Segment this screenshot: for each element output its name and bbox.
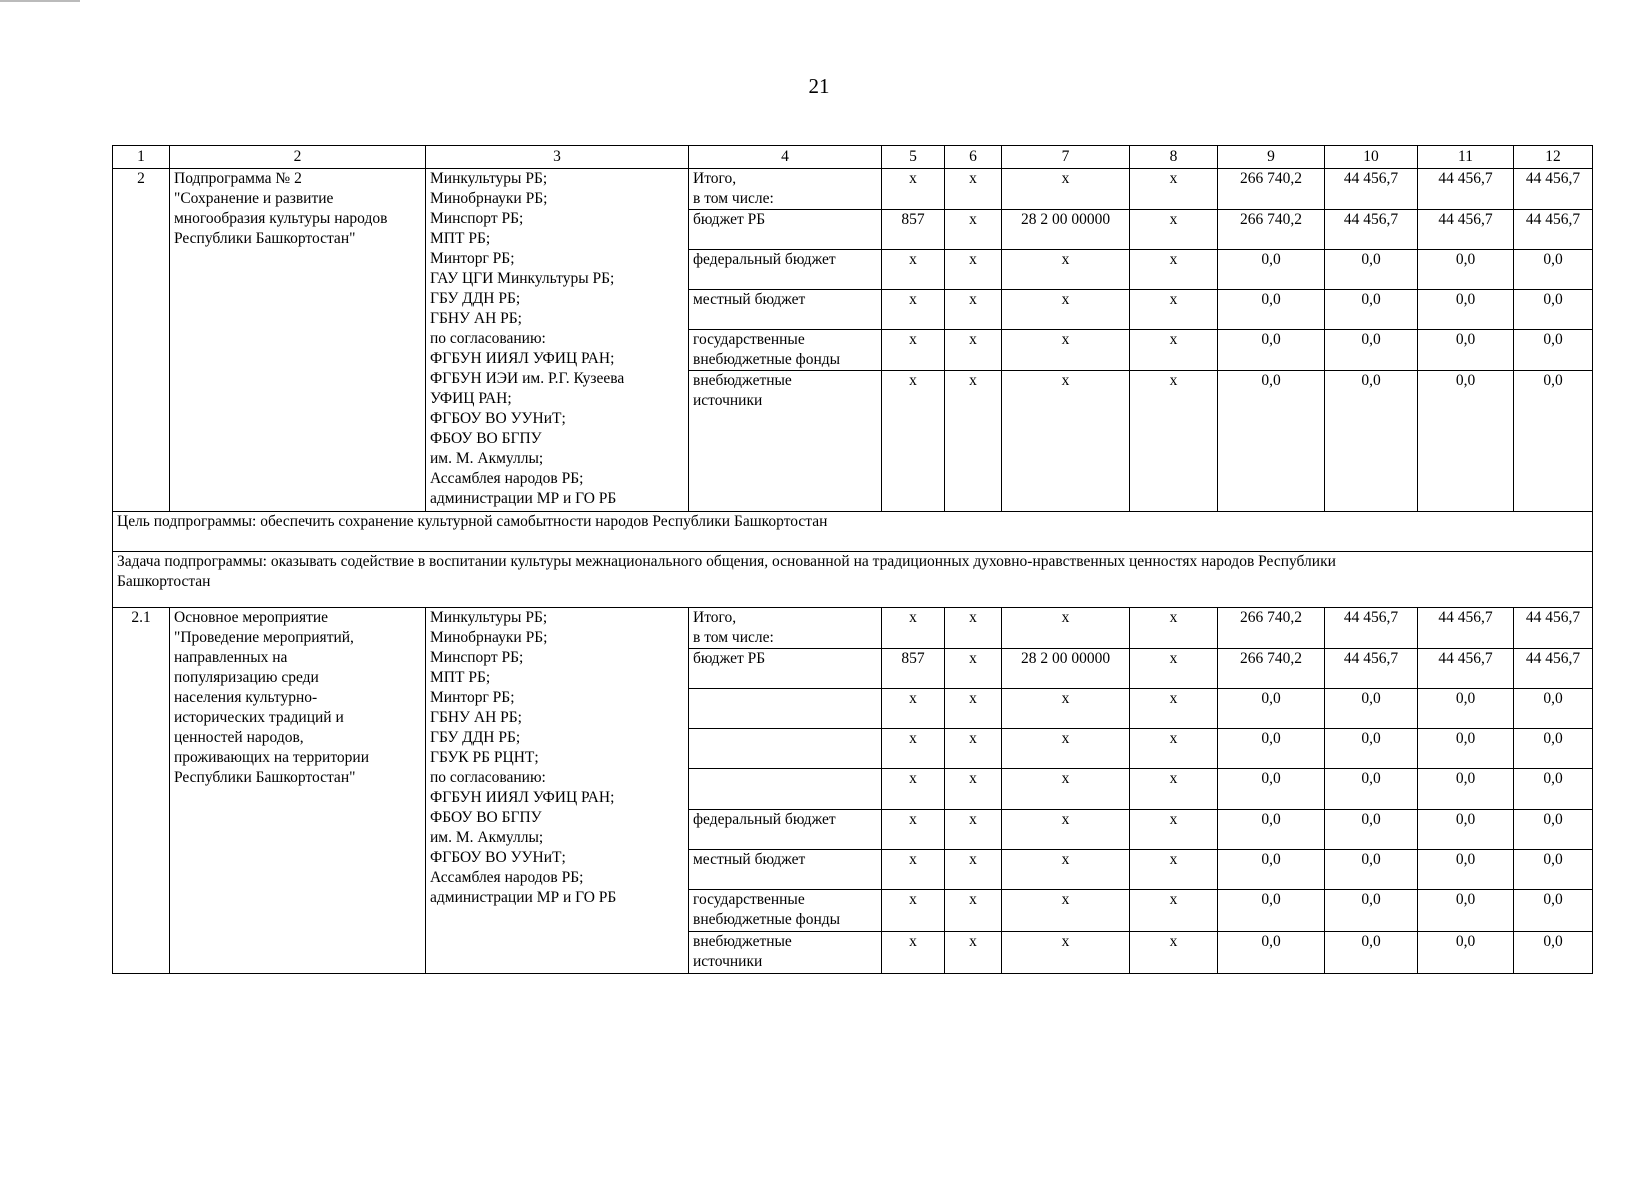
cell-c11: 0,0	[1418, 689, 1514, 729]
col-header-2: 2	[170, 146, 426, 169]
funding-source-line: федеральный бюджет	[693, 251, 836, 268]
funding-source-line: внебюджетные	[693, 933, 792, 950]
cell-c8: х	[1130, 689, 1218, 729]
subprogram-2-executors-line: ФБОУ ВО БГПУ	[430, 430, 542, 447]
cell-c7: х	[1002, 371, 1130, 512]
measure-2-1-executors-line: Ассамблея народов РБ;	[430, 869, 584, 886]
subprogram-2-name-line: Республики Башкортостан"	[174, 230, 356, 247]
funding-source	[689, 371, 882, 512]
cell-c9: 0,0	[1218, 250, 1325, 290]
cell-c9: 0,0	[1218, 932, 1325, 974]
subprogram-2-executors	[426, 169, 689, 512]
cell-c8: х	[1130, 932, 1218, 974]
measure-2-1-executors	[426, 608, 689, 974]
cell-c11: 0,0	[1418, 290, 1514, 330]
cell-c8: х	[1130, 371, 1218, 512]
cell-c8: х	[1130, 649, 1218, 689]
cell-c10: 0,0	[1325, 890, 1418, 932]
cell-c11: 0,0	[1418, 330, 1514, 371]
subprogram-2-name-line: многообразия культуры народов	[174, 210, 388, 227]
funding-source	[689, 890, 882, 932]
cell-c11: 0,0	[1418, 932, 1514, 974]
subprogram-2-row	[113, 169, 1593, 210]
cell-c6: х	[945, 649, 1002, 689]
measure-2-1-name-line: направленных на	[174, 649, 288, 666]
cell-c7: х	[1002, 250, 1130, 290]
cell-c9: 0,0	[1218, 290, 1325, 330]
subprogram-2-executors-line: ФГБУН ИЭИ им. Р.Г. Кузеева	[430, 370, 625, 387]
measure-2-1-name-line: исторических традиций и	[174, 709, 344, 726]
measure-2-1-executors-line: Минторг РБ;	[430, 689, 515, 706]
cell-c8: х	[1130, 810, 1218, 850]
cell-c9: 0,0	[1218, 371, 1325, 512]
funding-source-line: федеральный бюджет	[693, 811, 836, 828]
col-header-4: 4	[689, 146, 882, 169]
cell-c5: х	[882, 890, 945, 932]
cell-c10: 0,0	[1325, 729, 1418, 769]
cell-c6: х	[945, 810, 1002, 850]
col-header-11: 11	[1418, 146, 1514, 169]
funding-source	[689, 250, 882, 290]
cell-c9: 0,0	[1218, 890, 1325, 932]
cell-c8: х	[1130, 169, 1218, 210]
cell-c5: х	[882, 169, 945, 210]
cell-c11: 0,0	[1418, 769, 1514, 810]
funding-source	[689, 330, 882, 371]
cell-c7: х	[1002, 689, 1130, 729]
cell-c12: 0,0	[1514, 371, 1593, 512]
measure-2-1-executors-line: Минкультуры РБ;	[430, 609, 548, 626]
subprogram-2-executors-line: Минторг РБ;	[430, 250, 515, 267]
measure-2-1-row	[113, 608, 1593, 649]
funding-source-line: местный бюджет	[693, 291, 806, 308]
cell-c7: х	[1002, 330, 1130, 371]
subprogram-2-executors-line: ГАУ ЦГИ Минкультуры РБ;	[430, 270, 615, 287]
measure-2-1-name-line: ценностей народов,	[174, 729, 304, 746]
cell-c12: 44 456,7	[1514, 649, 1593, 689]
cell-c11: 44 456,7	[1418, 210, 1514, 250]
cell-c11: 44 456,7	[1418, 649, 1514, 689]
measure-2-1-name-line: "Проведение мероприятий,	[174, 629, 354, 646]
measure-2-1-name-line: популяризацию среди	[174, 669, 319, 686]
cell-c7: х	[1002, 729, 1130, 769]
cell-c12: 0,0	[1514, 890, 1593, 932]
cell-c12: 0,0	[1514, 810, 1593, 850]
funding-source-line: внебюджетные фонды	[693, 911, 841, 928]
col-header-3: 3	[426, 146, 689, 169]
cell-c9: 266 740,2	[1218, 210, 1325, 250]
cell-c11: 0,0	[1418, 890, 1514, 932]
subprogram-2-name-line: Подпрограмма № 2	[174, 170, 302, 187]
cell-c8: х	[1130, 729, 1218, 769]
measure-2-1-executors-line: Минобрнауки РБ;	[430, 629, 548, 646]
measure-2-1-executors-line: ГБУ ДДН РБ;	[430, 729, 521, 746]
cell-c5: х	[882, 250, 945, 290]
funding-source	[689, 608, 882, 649]
funding-source	[689, 689, 882, 729]
cell-c7: х	[1002, 850, 1130, 890]
cell-c10: 44 456,7	[1325, 608, 1418, 649]
cell-c7: х	[1002, 290, 1130, 330]
cell-c7: х	[1002, 169, 1130, 210]
task-text-line: Башкортостан	[117, 573, 211, 590]
funding-source-line: государственные	[693, 891, 805, 908]
column-number-row	[113, 146, 1593, 169]
cell-c10: 0,0	[1325, 850, 1418, 890]
cell-c10: 44 456,7	[1325, 649, 1418, 689]
cell-c12: 0,0	[1514, 689, 1593, 729]
measure-2-1-executors-line: ГБНУ АН РБ;	[430, 709, 522, 726]
funding-source	[689, 649, 882, 689]
subprogram-2-executors-line: по согласованию:	[430, 330, 546, 347]
cell-c6: х	[945, 729, 1002, 769]
page-number: 21	[808, 74, 830, 98]
funding-source-line: бюджет РБ	[693, 650, 766, 667]
cell-c7: х	[1002, 810, 1130, 850]
cell-c5: х	[882, 729, 945, 769]
cell-c11: 0,0	[1418, 850, 1514, 890]
cell-c10: 0,0	[1325, 810, 1418, 850]
measure-2-1-executors-line: ФБОУ ВО БГПУ	[430, 809, 542, 826]
cell-c11: 0,0	[1418, 729, 1514, 769]
cell-c6: х	[945, 250, 1002, 290]
col-header-7: 7	[1002, 146, 1130, 169]
funding-source-line: Итого,	[693, 609, 737, 626]
col-header-8: 8	[1130, 146, 1218, 169]
col-header-10: 10	[1325, 146, 1418, 169]
cell-c9: 0,0	[1218, 850, 1325, 890]
cell-c12: 0,0	[1514, 729, 1593, 769]
cell-c10: 44 456,7	[1325, 210, 1418, 250]
cell-c10: 44 456,7	[1325, 169, 1418, 210]
cell-c12: 44 456,7	[1514, 210, 1593, 250]
funding-source	[689, 769, 882, 810]
measure-2-1-number: 2.1	[113, 608, 170, 974]
cell-c5: х	[882, 810, 945, 850]
cell-c7: 28 2 00 00000	[1002, 210, 1130, 250]
funding-source-line: Итого,	[693, 170, 737, 187]
funding-source-line: внебюджетные	[693, 372, 792, 389]
cell-c8: х	[1130, 330, 1218, 371]
cell-c7: х	[1002, 769, 1130, 810]
cell-c8: х	[1130, 890, 1218, 932]
cell-c9: 0,0	[1218, 810, 1325, 850]
subprogram-2-executors-line: ГБНУ АН РБ;	[430, 310, 522, 327]
cell-c9: 0,0	[1218, 689, 1325, 729]
cell-c5: х	[882, 689, 945, 729]
subprogram-2-name	[170, 169, 426, 512]
task-row	[113, 552, 1593, 608]
measure-2-1-executors-line: МПТ РБ;	[430, 669, 491, 686]
cell-c6: х	[945, 290, 1002, 330]
cell-c9: 266 740,2	[1218, 649, 1325, 689]
funding-source	[689, 729, 882, 769]
subprogram-2-executors-line: Минспорт РБ;	[430, 210, 524, 227]
cell-c8: х	[1130, 850, 1218, 890]
funding-source	[689, 810, 882, 850]
subprogram-2-executors-line: им. М. Акмуллы;	[430, 450, 544, 467]
cell-c6: х	[945, 689, 1002, 729]
cell-c11: 0,0	[1418, 250, 1514, 290]
measure-2-1-executors-line: ГБУК РБ РЦНТ;	[430, 749, 539, 766]
cell-c8: х	[1130, 210, 1218, 250]
cell-c12: 0,0	[1514, 769, 1593, 810]
cell-c9: 0,0	[1218, 769, 1325, 810]
measure-2-1-executors-line: по согласованию:	[430, 769, 546, 786]
goal-row	[113, 512, 1593, 552]
subprogram-2-executors-line: МПТ РБ;	[430, 230, 491, 247]
cell-c6: х	[945, 371, 1002, 512]
cell-c11: 0,0	[1418, 810, 1514, 850]
measure-2-1-name	[170, 608, 426, 974]
cell-c12: 0,0	[1514, 850, 1593, 890]
funding-source	[689, 932, 882, 974]
cell-c12: 0,0	[1514, 330, 1593, 371]
cell-c5: х	[882, 290, 945, 330]
cell-c11: 44 456,7	[1418, 169, 1514, 210]
cell-c9: 266 740,2	[1218, 608, 1325, 649]
cell-c8: х	[1130, 608, 1218, 649]
goal-text: Цель подпрограммы: обеспечить сохранение культурной самобытности народов Республики Башкортостан	[113, 512, 1593, 552]
task-text-line: Задача подпрограммы: оказывать содействие в воспитании культуры межнационального общения, основанной на традиционных духовно-нравственных ценностях народов Республики	[117, 553, 1336, 570]
cell-c7: 28 2 00 00000	[1002, 649, 1130, 689]
cell-c7: х	[1002, 608, 1130, 649]
cell-c10: 0,0	[1325, 932, 1418, 974]
measure-2-1-executors-line: администрации МР и ГО РБ	[430, 889, 617, 906]
subprogram-2-executors-line: Минобрнауки РБ;	[430, 190, 548, 207]
cell-c12: 0,0	[1514, 290, 1593, 330]
cell-c10: 0,0	[1325, 250, 1418, 290]
cell-c10: 0,0	[1325, 371, 1418, 512]
cell-c6: х	[945, 210, 1002, 250]
cell-c8: х	[1130, 250, 1218, 290]
task-text	[113, 552, 1593, 608]
funding-source-line: государственные	[693, 331, 805, 348]
funding-source	[689, 210, 882, 250]
cell-c10: 0,0	[1325, 689, 1418, 729]
cell-c5: х	[882, 769, 945, 810]
cell-c7: х	[1002, 932, 1130, 974]
funding-source	[689, 169, 882, 210]
subprogram-2-number: 2	[113, 169, 170, 512]
measure-2-1-name-line: проживающих на территории	[174, 749, 369, 766]
cell-c5: 857	[882, 210, 945, 250]
cell-c5: х	[882, 932, 945, 974]
measure-2-1-name-line: Республики Башкортостан"	[174, 769, 356, 786]
cell-c5: х	[882, 850, 945, 890]
col-header-9: 9	[1218, 146, 1325, 169]
program-table	[112, 145, 1593, 974]
scan-edge-mark	[0, 0, 80, 2]
cell-c6: х	[945, 890, 1002, 932]
subprogram-2-executors-line: ФГБОУ ВО УУНиТ;	[430, 410, 566, 427]
funding-source-line: внебюджетные фонды	[693, 351, 841, 368]
cell-c6: х	[945, 932, 1002, 974]
subprogram-2-executors-line: администрации МР и ГО РБ	[430, 490, 617, 507]
subprogram-2-executors-line: ФГБУН ИИЯЛ УФИЦ РАН;	[430, 350, 615, 367]
measure-2-1-name-line: Основное мероприятие	[174, 609, 329, 626]
cell-c5: 857	[882, 649, 945, 689]
funding-source-line: в том числе:	[693, 190, 774, 207]
funding-source-line: в том числе:	[693, 629, 774, 646]
cell-c12: 0,0	[1514, 932, 1593, 974]
subprogram-2-executors-line: Ассамблея народов РБ;	[430, 470, 584, 487]
funding-source-line: бюджет РБ	[693, 211, 766, 228]
cell-c6: х	[945, 850, 1002, 890]
subprogram-2-executors-line: ГБУ ДДН РБ;	[430, 290, 521, 307]
funding-source-line: местный бюджет	[693, 851, 806, 868]
cell-c5: х	[882, 608, 945, 649]
cell-c6: х	[945, 769, 1002, 810]
measure-2-1-name-line: населения культурно-	[174, 689, 318, 706]
cell-c12: 0,0	[1514, 250, 1593, 290]
measure-2-1-executors-line: Минспорт РБ;	[430, 649, 524, 666]
funding-source	[689, 850, 882, 890]
cell-c6: х	[945, 608, 1002, 649]
cell-c9: 0,0	[1218, 729, 1325, 769]
cell-c6: х	[945, 169, 1002, 210]
cell-c7: х	[1002, 890, 1130, 932]
cell-c6: х	[945, 330, 1002, 371]
subprogram-2-executors-line: УФИЦ РАН;	[430, 390, 512, 407]
funding-source-line: источники	[693, 392, 763, 409]
col-header-1: 1	[113, 146, 170, 169]
cell-c12: 44 456,7	[1514, 169, 1593, 210]
cell-c10: 0,0	[1325, 330, 1418, 371]
subprogram-2-executors-line: Минкультуры РБ;	[430, 170, 548, 187]
cell-c11: 0,0	[1418, 371, 1514, 512]
col-header-6: 6	[945, 146, 1002, 169]
cell-c9: 266 740,2	[1218, 169, 1325, 210]
col-header-5: 5	[882, 146, 945, 169]
col-header-12: 12	[1514, 146, 1593, 169]
cell-c8: х	[1130, 769, 1218, 810]
cell-c9: 0,0	[1218, 330, 1325, 371]
cell-c10: 0,0	[1325, 290, 1418, 330]
cell-c5: х	[882, 330, 945, 371]
measure-2-1-executors-line: им. М. Акмуллы;	[430, 829, 544, 846]
cell-c12: 44 456,7	[1514, 608, 1593, 649]
cell-c5: х	[882, 371, 945, 512]
funding-source-line: источники	[693, 953, 763, 970]
cell-c10: 0,0	[1325, 769, 1418, 810]
funding-source	[689, 290, 882, 330]
cell-c11: 44 456,7	[1418, 608, 1514, 649]
subprogram-2-name-line: "Сохранение и развитие	[174, 190, 334, 207]
measure-2-1-executors-line: ФГБОУ ВО УУНиТ;	[430, 849, 566, 866]
cell-c8: х	[1130, 290, 1218, 330]
measure-2-1-executors-line: ФГБУН ИИЯЛ УФИЦ РАН;	[430, 789, 615, 806]
